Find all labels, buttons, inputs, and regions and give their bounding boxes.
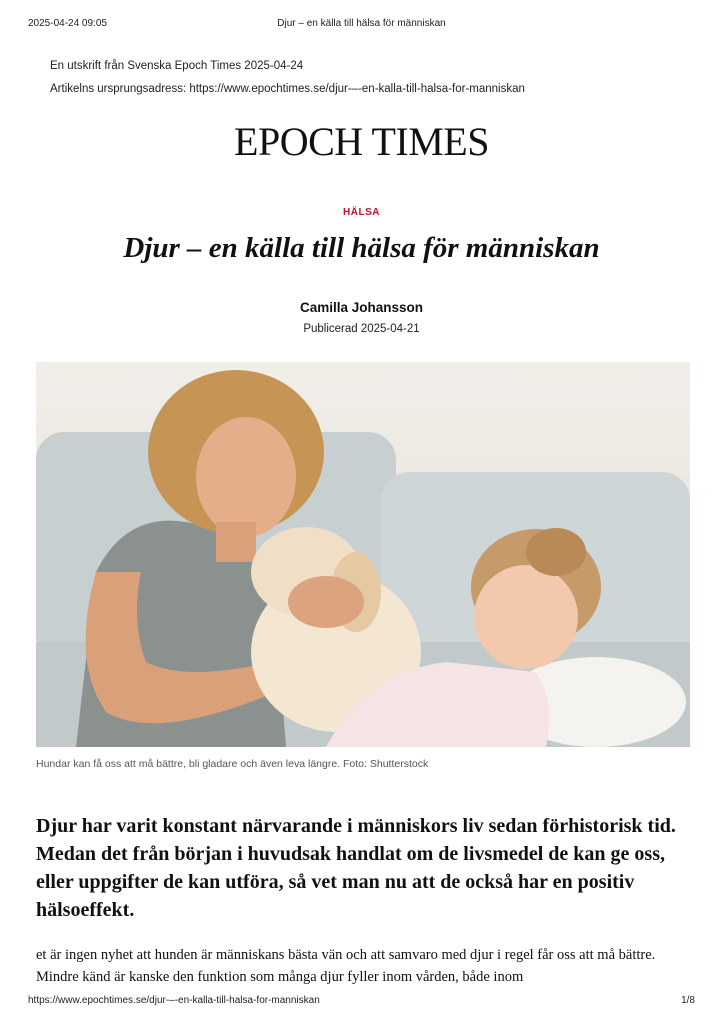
article-lead: Djur har varit konstant närvarande i människors liv sedan förhistorisk tid. Medan det från början i huvudsak handlat om de livsmedel de kan ge oss, eller uppgifter de kan utföra, så vet man nu att de också har en positiv hälsoeffekt. (36, 815, 676, 921)
article-body: et är ingen nyhet att hunden är människans bästa vän och att samvaro med djur i regel får oss att må bättre. Mindre känd är kanske den funktion som många djur fyller inom vården, både inom (36, 947, 656, 985)
footer-url: https://www.epochtimes.se/djur-–-en-kalla-till-halsa-for-manniskan (28, 995, 320, 1006)
original-url-line: Artikelns ursprungsadress: https://www.epochtimes.se/djur-–-en-kalla-till-halsa-for-manniskan (50, 83, 525, 95)
article-author[interactable]: Camilla Johansson (299, 300, 424, 315)
epoch-times-logo: EPOCH TIMES (234, 119, 489, 164)
photo-caption: Hundar kan få oss att må bättre, bli gladare och även leva längre. Foto: Shutterstock (36, 758, 429, 770)
print-title: Djur – en källa till hälsa för människan (277, 18, 446, 29)
page-number: 1/8 (681, 995, 695, 1006)
article-photo (36, 362, 690, 747)
photo-illustration (36, 362, 690, 747)
category-label[interactable]: HÄLSA (343, 207, 380, 218)
article-headline: Djur – en källa till hälsa för människan (123, 232, 600, 264)
print-source-line: En utskrift från Svenska Epoch Times 2025-04-24 (50, 60, 304, 72)
publish-date: Publicerad 2025-04-21 (303, 323, 420, 335)
print-datetime: 2025-04-24 09:05 (28, 18, 107, 29)
